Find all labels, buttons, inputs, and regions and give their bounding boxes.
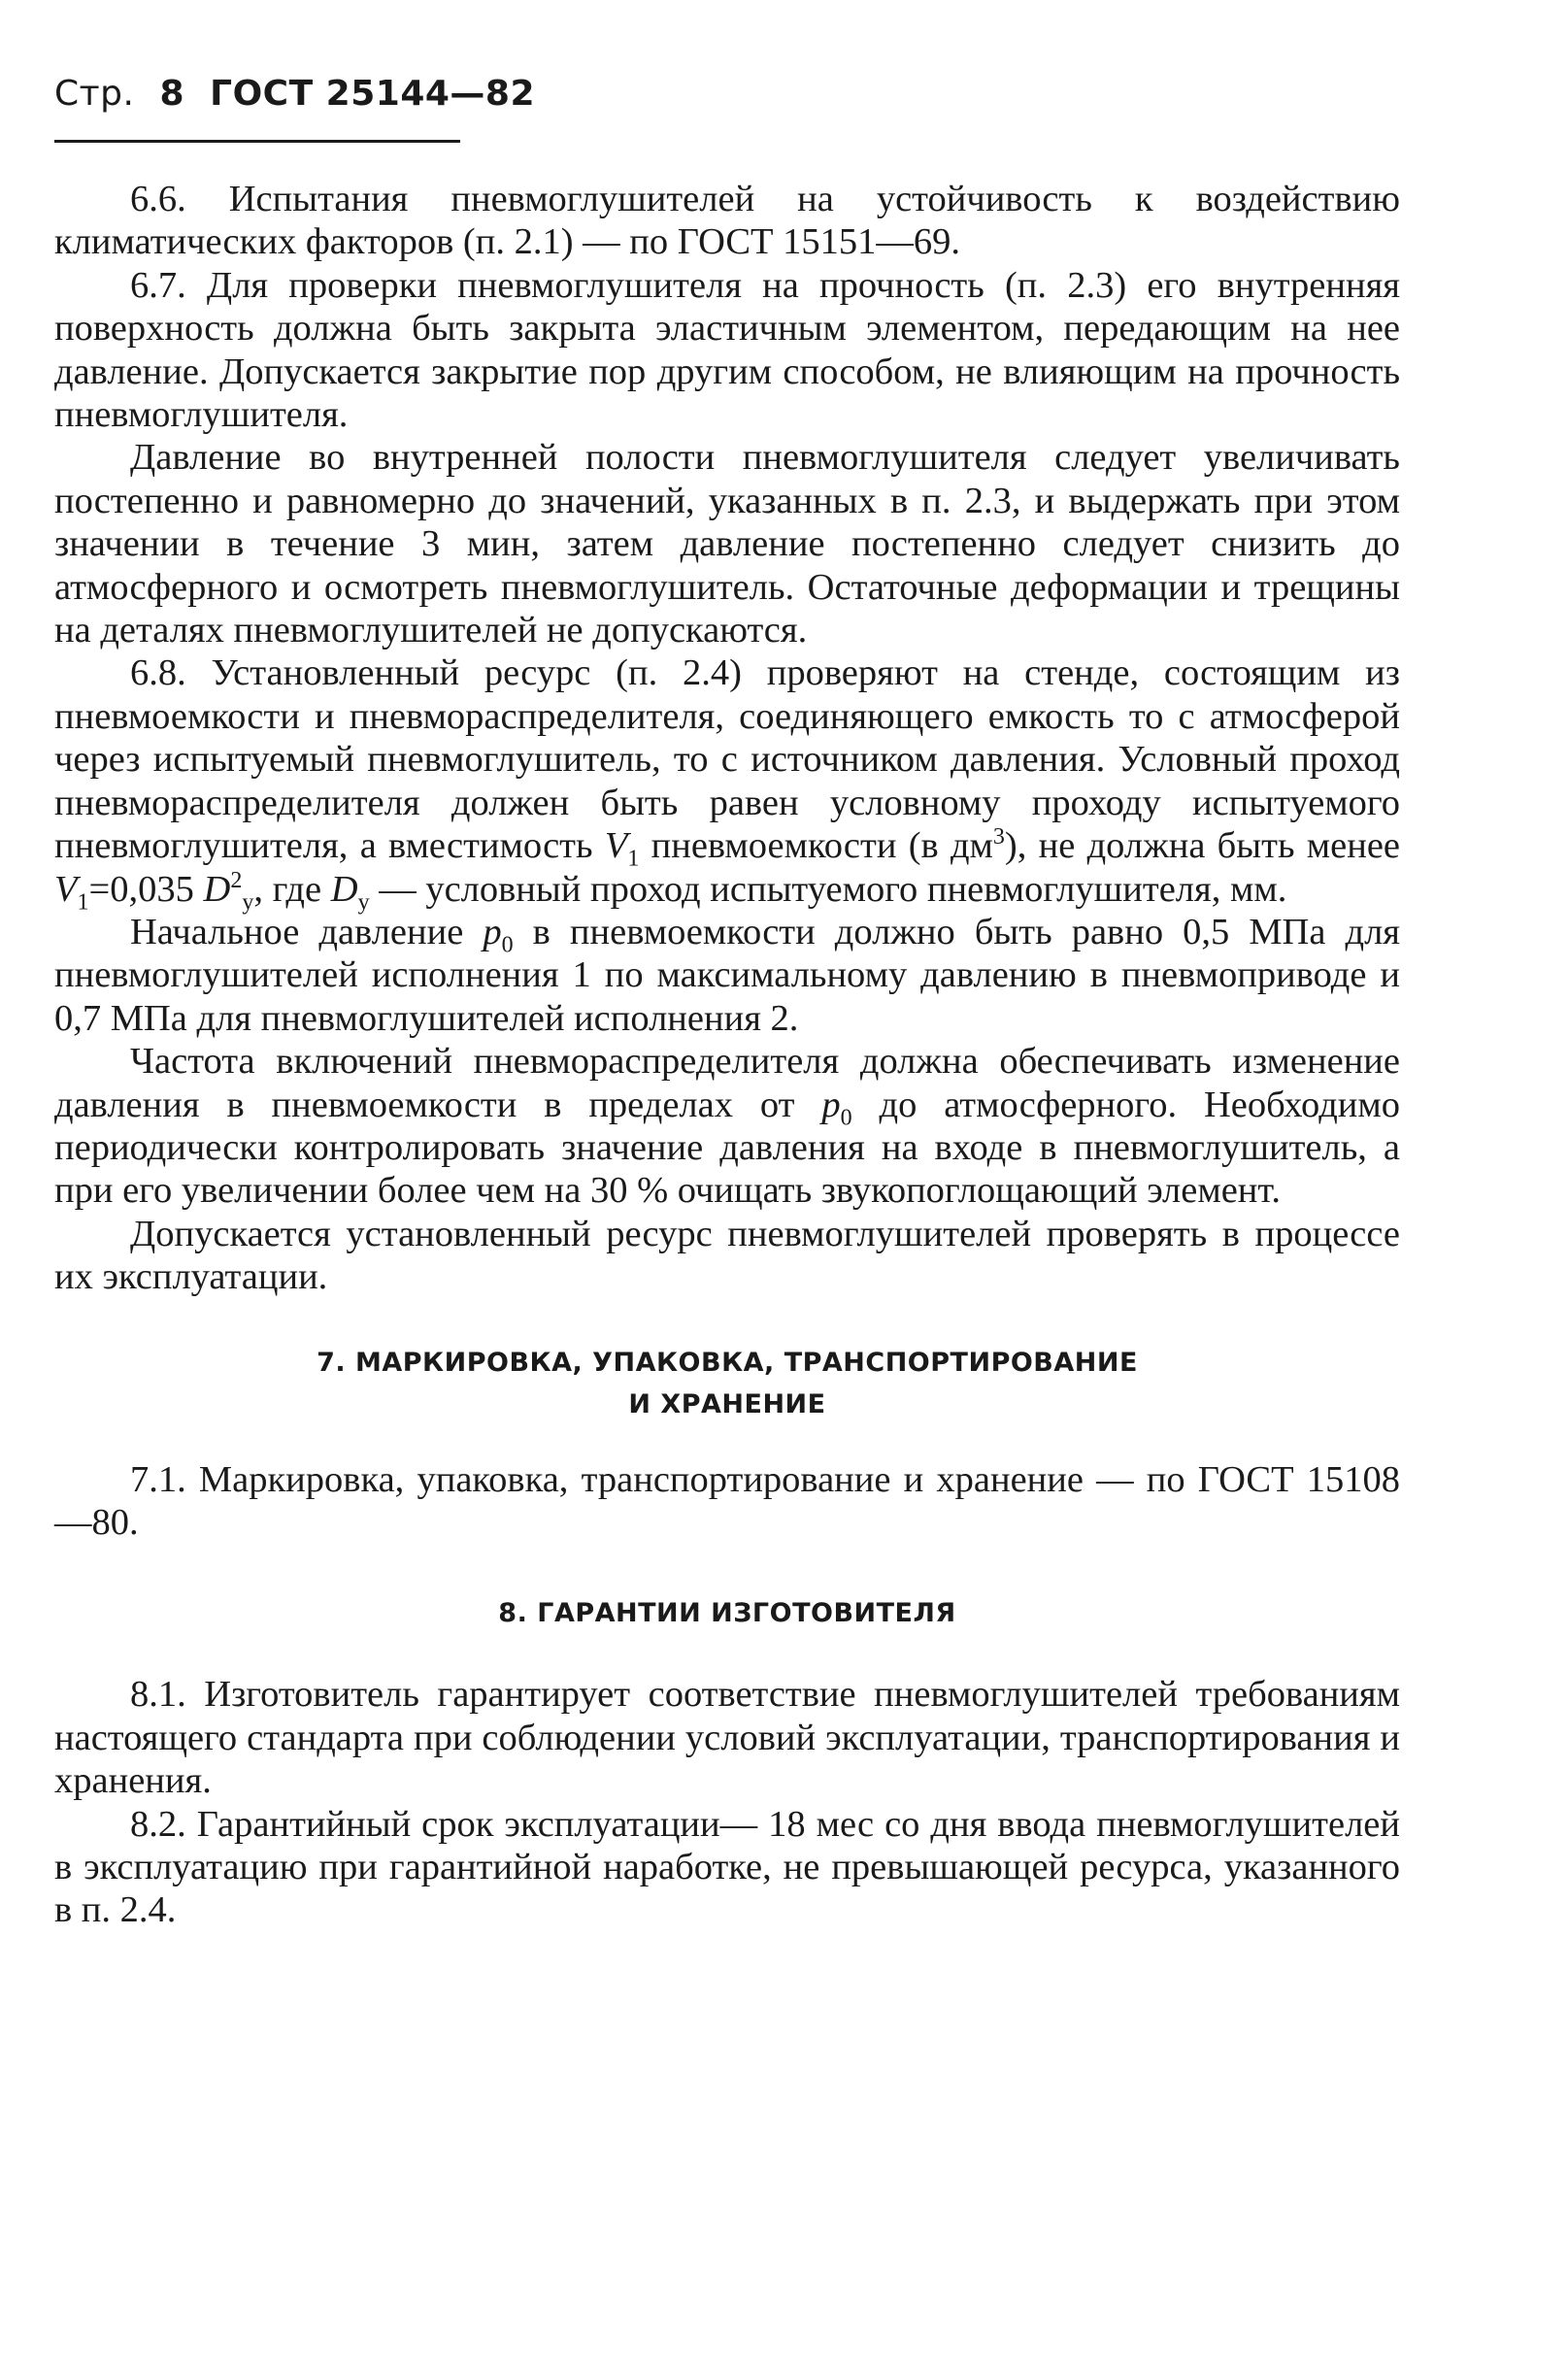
paragraph-8-2: 8.2. Гарантийный срок эксплуатации— 18 мес со дня ввода пневмоглушителей в эксплуатацию при гарантийной наработке, не превышающей ресурса, указанного в п. 2.4. bbox=[54, 1803, 1400, 1931]
header-rule bbox=[54, 140, 460, 143]
paragraph-6-8-initial-pressure: Начальное давление $p_0$ в пневмоемкости должно быть равно 0,5 МПа для пневмоглушителей исполнения 1 по максимальному давлению в пневмоприводе и 0,7 МПа для пневмоглушителей исполнения 2. bbox=[54, 911, 1401, 1039]
paragraph-7-1: 7.1. Маркировка, упаковка, транспортирование и хранение — по ГОСТ 15108—80. bbox=[54, 1458, 1400, 1543]
paragraph-6-8: 6.8. Установленный ресурс (п. 2.4) проверяют на стенде, состоящим из пневмоемкости и пневмораспределителя, соединяющего емкость то с атмосферой через испытуемый пневмоглушитель, то с источником давления. Условный проход пневмораспределителя должен быть равен условному проходу испытуемого пневмоглушителя, а вместимость $V_1$ пневмоемкости (в $дм^3$), не должна быть менее $V_1=0,035$ $D^2_у$, где $D_у$ — условный проход испытуемого пневмоглушителя, мм. bbox=[54, 652, 1401, 916]
formula-v: V bbox=[54, 868, 78, 910]
symbol-p0: p bbox=[483, 911, 502, 952]
paragraph-6-6: 6.6. Испытания пневмоглушителей на устойчивость к воздействию климатических факторов (п. 2.1) — по ГОСТ 15151—69. bbox=[54, 179, 1400, 263]
standard-number: ГОСТ 25144—82 bbox=[210, 74, 536, 114]
page-header bbox=[54, 68, 1400, 120]
page-label: Стр. bbox=[54, 74, 135, 114]
paragraph-6-8-frequency: Частота включений пневмораспределителя должна обеспечивать изменение давления в пневмоемкости в пределах от $p_0$ до атмосферного. Необходимо периодически контролировать значение давления на входе в пневмоглушитель, а при его увеличении более чем на 30 % очищать звукопоглощающий элемент. bbox=[54, 1041, 1400, 1212]
document-page bbox=[54, 68, 1400, 1932]
symbol-dy: D bbox=[330, 868, 358, 910]
paragraph-6-8-resource: Допускается установленный ресурс пневмоглушителей проверять в процессе их эксплуатации. bbox=[54, 1213, 1400, 1298]
document-body bbox=[54, 178, 1400, 1932]
formula-d: D bbox=[203, 868, 231, 910]
symbol-v: V bbox=[604, 825, 628, 867]
section-7-heading: 7. МАРКИРОВКА, УПАКОВКА, ТРАНСПОРТИРОВАНИЕ И ХРАНЕНИЕ bbox=[317, 1347, 1138, 1419]
paragraph-6-7-pressure: Давление во внутренней полости пневмоглушителя следует увеличивать постепенно и равномерно до значений, указанных в п. 2.3, и выдержать при этом значении в течение 3 мин, затем давление постепенно следует снизить до атмосферного и осмотреть пневмоглушитель. Остаточные деформации и трещины на деталях пневмоглушителей не допускаются. bbox=[54, 437, 1400, 651]
page-number: 8 bbox=[159, 74, 185, 114]
paragraph-8-1: 8.1. Изготовитель гарантирует соответствие пневмоглушителей требованиям настоящего стандарта при соблюдении условий эксплуатации, транспортирования и хранения. bbox=[54, 1674, 1400, 1802]
paragraph-6-7: 6.7. Для проверки пневмоглушителя на прочность (п. 2.3) его внутренняя поверхность должна быть закрыта эластичным элементом, передающим на нее давление. Допускается закрытие пор другим способом, не влияющим на прочность пневмоглушителя. bbox=[54, 264, 1400, 436]
symbol-p0: p bbox=[821, 1084, 841, 1125]
section-8-heading: 8. ГАРАНТИИ ИЗГОТОВИТЕЛЯ bbox=[498, 1598, 956, 1629]
